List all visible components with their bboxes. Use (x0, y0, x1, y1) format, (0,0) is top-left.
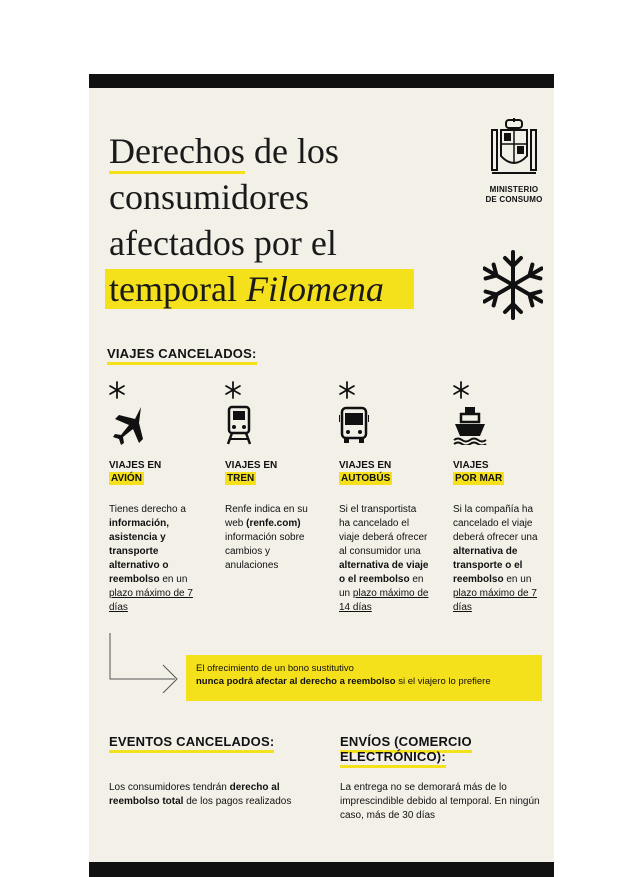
train-icon (225, 405, 253, 445)
column-tren (225, 381, 315, 573)
ship-icon (453, 405, 487, 445)
column-description: Si el transportista ha cancelado el viaje deberá ofrecer al consumidor una alternativa de viaje o el reembolso en un plazo máximo de 14 días (339, 504, 429, 613)
snowflake-icon (483, 248, 543, 322)
bus-icon (339, 405, 369, 445)
column-heading: VIAJES POR MAR (453, 460, 503, 484)
column-heading: VIAJES EN AUTOBÚS (339, 460, 392, 484)
arrow-icon (109, 633, 179, 693)
column-mar (453, 381, 543, 615)
bottom-black-bar (89, 862, 554, 877)
eventos-text: Los consumidores tendrán derecho al reembolso total de los pagos realizados (109, 782, 292, 807)
column-description: Renfe indica en su web (renfe.com) información sobre cambios y anulaciones (225, 504, 308, 571)
coat-of-arms-icon (489, 118, 539, 180)
small-snowflake-icon (225, 381, 241, 399)
ministry-name: MINISTERIO DE CONSUMO (485, 185, 543, 204)
airplane-icon (109, 405, 145, 445)
section-title-envios: ENVÍOS (COMERCIO ELECTRÓNICO): (340, 734, 554, 764)
column-heading: VIAJES EN TREN (225, 460, 278, 484)
ministry-logo (474, 118, 554, 205)
envios-text: La entrega no se demorará más de lo imprescindible debido al temporal. En ningún caso, más de 30 días (340, 782, 540, 821)
column-description: Si la compañía ha cancelado el viaje deberá ofrecer una alternativa de transporte o el reembolso en un plazo máximo de 7 días (453, 504, 538, 613)
column-description: Tienes derecho a información, asistencia y transporte alternativo o reembolso en un plazo máximo de 7 días (109, 504, 193, 613)
infographic-card (89, 88, 554, 862)
section-title-viajes: VIAJES CANCELADOS: (107, 346, 257, 361)
small-snowflake-icon (109, 381, 125, 399)
column-avion (109, 381, 199, 615)
notice-box: El ofrecimiento de un bono sustitutivo nunca podrá afectar al derecho a reembolso si el viajero lo prefiere (186, 655, 542, 701)
column-autobus (339, 381, 429, 615)
column-heading: VIAJES EN AVIÓN (109, 460, 162, 484)
page-title: Derechos de los consumidores afectados por el temporal Filomena (109, 128, 414, 312)
section-title-eventos: EVENTOS CANCELADOS: (109, 734, 274, 749)
small-snowflake-icon (339, 381, 355, 399)
small-snowflake-icon (453, 381, 469, 399)
top-black-bar (89, 74, 554, 88)
